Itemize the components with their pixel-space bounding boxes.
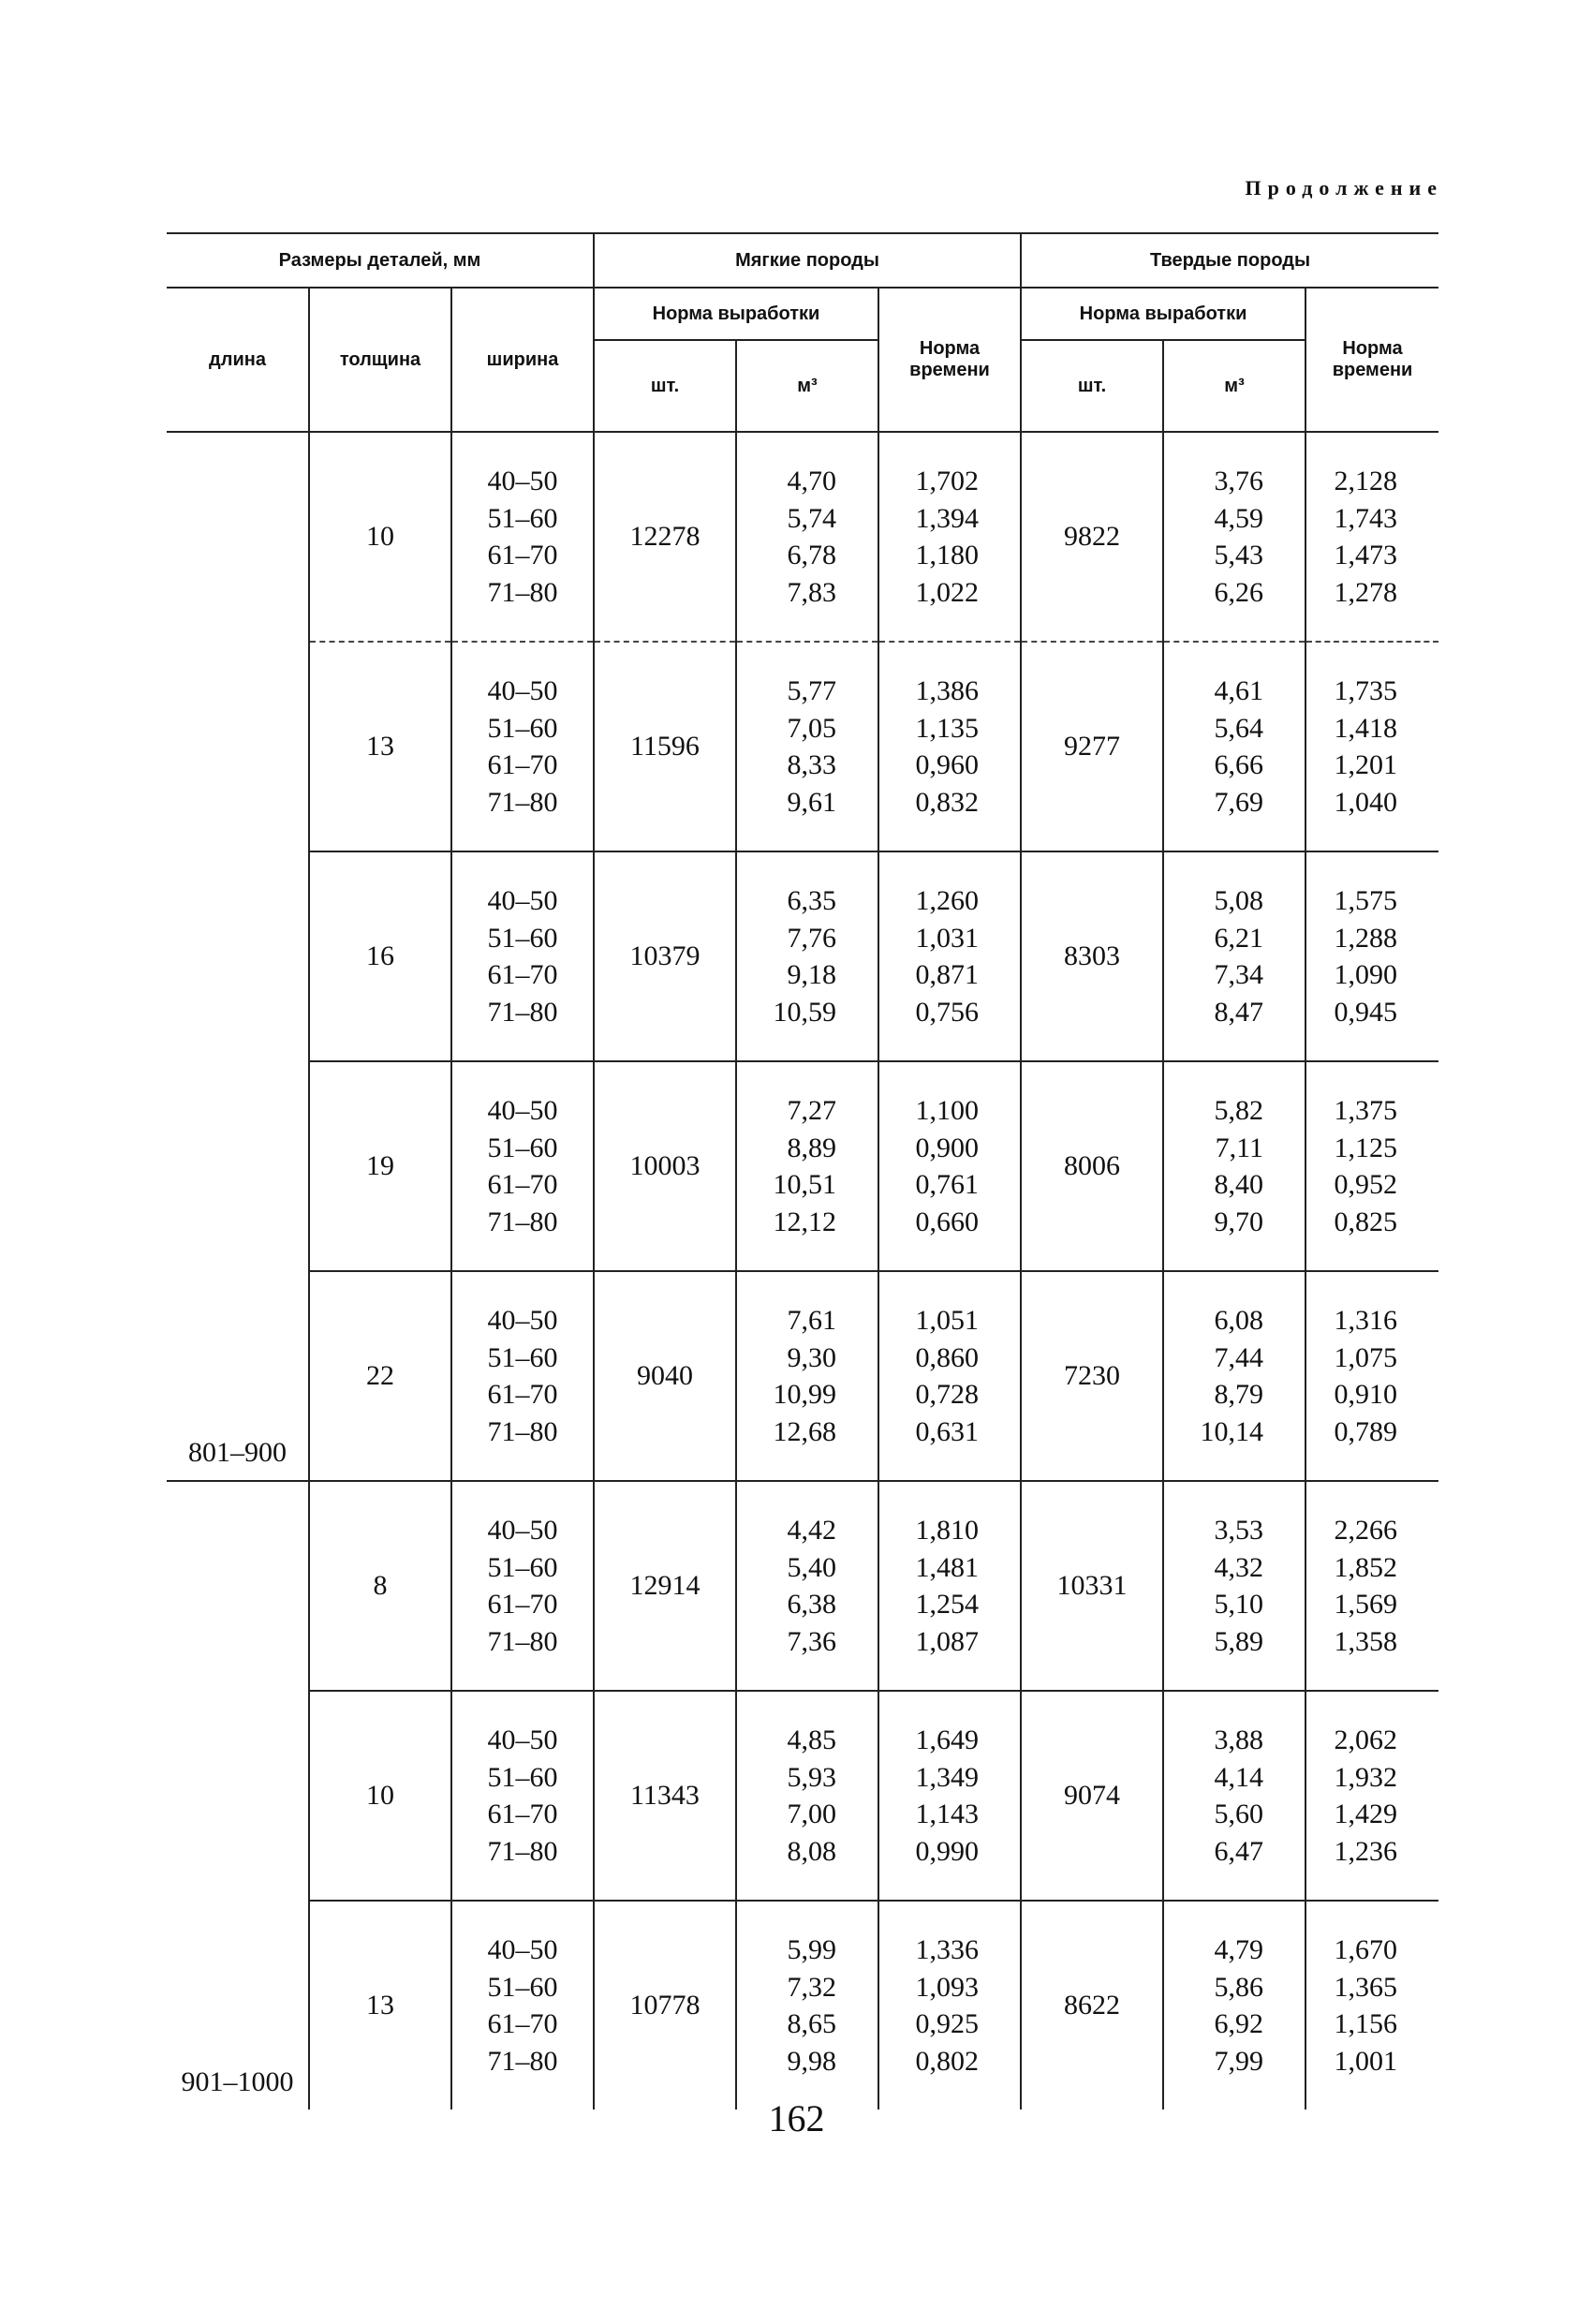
header-width: ширина xyxy=(451,288,594,432)
soft-m3-cell-value: 7,32 xyxy=(787,1971,836,2003)
width-cell-value: 51–60 xyxy=(487,712,558,744)
hard-time-cell-value: 1,075 xyxy=(1334,1341,1398,1373)
hard-m3-cell-value: 4,79 xyxy=(1214,1934,1264,1965)
hard-time-cell-value: 1,735 xyxy=(1334,675,1398,706)
width-cell xyxy=(451,1061,594,1271)
soft-m3-cell xyxy=(736,432,878,642)
hard-pcs-cell: 8622 xyxy=(1021,1901,1163,2109)
hard-m3-cell-value: 5,89 xyxy=(1214,1625,1264,1657)
soft-m3-cell-value: 7,83 xyxy=(787,576,836,608)
hard-m3-cell-value: 5,82 xyxy=(1214,1095,1264,1126)
hard-m3-cell xyxy=(1163,642,1305,851)
hard-m3-cell xyxy=(1163,851,1305,1061)
width-cell xyxy=(451,851,594,1061)
header-hard-m3: м³ xyxy=(1163,340,1305,432)
hard-m3-cell-value: 7,44 xyxy=(1214,1341,1264,1373)
table-body xyxy=(167,432,1438,2109)
hard-m3-cell-value: 5,64 xyxy=(1214,712,1264,744)
soft-time-cell xyxy=(878,1061,1021,1271)
soft-m3-cell xyxy=(736,1691,878,1901)
table-row xyxy=(167,432,1438,642)
soft-m3-cell-value: 8,33 xyxy=(787,749,836,780)
hard-m3-cell-value: 3,88 xyxy=(1214,1724,1264,1755)
table-row xyxy=(167,1691,1438,1901)
soft-m3-cell-value: 7,27 xyxy=(787,1095,836,1126)
soft-time-cell-value: 1,260 xyxy=(915,885,980,916)
width-cell-value: 51–60 xyxy=(487,1341,558,1373)
soft-time-cell-value: 1,702 xyxy=(915,466,980,496)
hard-time-cell-value: 1,125 xyxy=(1334,1132,1398,1163)
soft-time-cell-value: 1,135 xyxy=(915,712,980,744)
soft-time-cell-value: 1,143 xyxy=(915,1799,980,1829)
width-cell xyxy=(451,1691,594,1901)
soft-m3-cell-value: 8,65 xyxy=(787,2008,836,2039)
hard-time-cell-value: 2,266 xyxy=(1334,1515,1398,1546)
width-cell-value: 71–80 xyxy=(487,576,558,608)
hard-pcs-cell: 7230 xyxy=(1021,1271,1163,1481)
hard-time-cell-value: 1,670 xyxy=(1334,1934,1398,1965)
header-sizes: Размеры деталей, мм xyxy=(167,233,594,288)
hard-time-cell-value: 1,743 xyxy=(1334,502,1398,534)
thickness-cell: 16 xyxy=(309,851,451,1061)
soft-time-cell xyxy=(878,851,1021,1061)
soft-time-cell-value: 0,871 xyxy=(915,959,980,990)
soft-time-cell-value: 1,031 xyxy=(915,922,980,954)
length-cell: 801–900 xyxy=(167,432,309,1481)
soft-m3-cell-value: 5,74 xyxy=(787,502,836,534)
soft-m3-cell-value: 7,76 xyxy=(787,922,836,954)
hard-m3-cell xyxy=(1163,432,1305,642)
hard-m3-cell-value: 6,08 xyxy=(1214,1305,1264,1336)
soft-m3-cell-value: 4,42 xyxy=(787,1515,836,1546)
hard-time-cell-value: 1,278 xyxy=(1334,576,1398,608)
soft-m3-cell-value: 5,77 xyxy=(787,675,836,706)
thickness-cell: 13 xyxy=(309,1901,451,2109)
hard-m3-cell-value: 5,60 xyxy=(1214,1799,1264,1829)
hard-m3-cell-value: 7,34 xyxy=(1214,959,1264,990)
hard-time-cell-value: 1,852 xyxy=(1334,1551,1398,1583)
hard-m3-cell-value: 10,14 xyxy=(1200,1415,1264,1447)
hard-time-cell-value: 1,236 xyxy=(1334,1835,1398,1867)
soft-time-cell-value: 0,860 xyxy=(915,1341,980,1373)
soft-m3-cell-value: 10,59 xyxy=(773,996,836,1028)
soft-m3-cell-value: 9,61 xyxy=(787,786,836,818)
soft-m3-cell-value: 6,35 xyxy=(787,885,836,916)
hard-time-cell-value: 1,316 xyxy=(1334,1305,1398,1336)
hard-m3-cell-value: 7,11 xyxy=(1215,1132,1264,1163)
width-cell-value: 40–50 xyxy=(487,1305,558,1336)
hard-time-cell-value: 1,932 xyxy=(1334,1761,1398,1793)
hard-time-cell-value: 1,429 xyxy=(1334,1799,1398,1829)
hard-m3-cell-value: 7,99 xyxy=(1214,2045,1264,2077)
width-cell-value: 51–60 xyxy=(487,1971,558,2003)
soft-time-cell-value: 0,802 xyxy=(915,2045,980,2077)
soft-time-cell-value: 0,761 xyxy=(915,1169,980,1200)
table-row xyxy=(167,642,1438,851)
hard-m3-cell-value: 8,47 xyxy=(1214,996,1264,1028)
soft-pcs-cell: 10379 xyxy=(594,851,736,1061)
soft-time-cell xyxy=(878,1271,1021,1481)
hard-m3-cell-value: 5,43 xyxy=(1214,540,1264,570)
soft-m3-cell-value: 10,99 xyxy=(773,1379,836,1410)
soft-m3-cell-value: 6,78 xyxy=(787,540,836,570)
hard-time-cell-value: 1,365 xyxy=(1334,1971,1398,2003)
hard-time-cell xyxy=(1305,1271,1438,1481)
soft-time-cell-value: 1,093 xyxy=(915,1971,980,2003)
soft-m3-cell xyxy=(736,1061,878,1271)
width-cell-value: 61–70 xyxy=(487,1589,558,1620)
header-hard-time: Норма времени xyxy=(1305,288,1438,432)
soft-time-cell-value: 0,631 xyxy=(915,1415,980,1447)
soft-m3-cell xyxy=(736,1481,878,1691)
hard-time-cell-value: 0,825 xyxy=(1334,1206,1398,1237)
hard-time-cell-value: 0,789 xyxy=(1334,1415,1398,1447)
soft-m3-cell-value: 5,93 xyxy=(787,1761,836,1793)
hard-time-cell-value: 1,090 xyxy=(1334,959,1398,990)
hard-m3-cell-value: 5,08 xyxy=(1214,885,1264,916)
width-cell-value: 40–50 xyxy=(487,1095,558,1126)
soft-time-cell-value: 0,960 xyxy=(915,749,980,780)
width-cell-value: 71–80 xyxy=(487,1415,558,1447)
hard-time-cell-value: 1,156 xyxy=(1334,2008,1398,2039)
hard-pcs-cell: 9074 xyxy=(1021,1691,1163,1901)
hard-time-cell-value: 1,569 xyxy=(1334,1589,1398,1620)
thickness-cell: 22 xyxy=(309,1271,451,1481)
width-cell-value: 40–50 xyxy=(487,466,558,496)
hard-m3-cell xyxy=(1163,1271,1305,1481)
soft-m3-cell-value: 12,12 xyxy=(773,1206,836,1237)
hard-time-cell-value: 0,910 xyxy=(1334,1379,1398,1410)
hard-time-cell-value: 1,575 xyxy=(1334,885,1398,916)
soft-time-cell xyxy=(878,1901,1021,2109)
soft-time-cell-value: 0,990 xyxy=(915,1835,980,1867)
soft-time-cell-value: 0,660 xyxy=(915,1206,980,1237)
hard-m3-cell-value: 3,76 xyxy=(1214,466,1264,496)
soft-m3-cell-value: 9,30 xyxy=(787,1341,836,1373)
thickness-cell: 8 xyxy=(309,1481,451,1691)
hard-m3-cell-value: 5,86 xyxy=(1214,1971,1264,2003)
hard-m3-cell-value: 6,26 xyxy=(1214,576,1264,608)
header-soft: Мягкие породы xyxy=(594,233,1021,288)
soft-time-cell-value: 1,100 xyxy=(915,1095,980,1126)
header-soft-output: Норма выработки xyxy=(594,288,878,340)
width-cell-value: 71–80 xyxy=(487,996,558,1028)
hard-pcs-cell: 9277 xyxy=(1021,642,1163,851)
width-cell-value: 51–60 xyxy=(487,922,558,954)
hard-time-cell-value: 2,062 xyxy=(1334,1724,1398,1755)
soft-pcs-cell: 10778 xyxy=(594,1901,736,2109)
hard-time-cell xyxy=(1305,1481,1438,1691)
hard-pcs-cell: 9822 xyxy=(1021,432,1163,642)
soft-m3-cell-value: 8,08 xyxy=(787,1835,836,1867)
hard-time-cell-value: 1,418 xyxy=(1334,712,1398,744)
hard-time-cell xyxy=(1305,1901,1438,2109)
soft-time-cell-value: 0,900 xyxy=(915,1132,980,1163)
hard-m3-cell xyxy=(1163,1901,1305,2109)
header-soft-time: Норма времени xyxy=(878,288,1021,432)
hard-time-cell xyxy=(1305,1691,1438,1901)
width-cell xyxy=(451,642,594,851)
header-hard-pcs: шт. xyxy=(1021,340,1163,432)
soft-m3-cell xyxy=(736,642,878,851)
soft-time-cell-value: 1,810 xyxy=(915,1515,980,1546)
soft-m3-cell-value: 7,36 xyxy=(787,1625,836,1657)
soft-pcs-cell: 11343 xyxy=(594,1691,736,1901)
hard-m3-cell xyxy=(1163,1061,1305,1271)
soft-time-cell-value: 1,254 xyxy=(915,1589,980,1620)
soft-pcs-cell: 9040 xyxy=(594,1271,736,1481)
thickness-cell: 13 xyxy=(309,642,451,851)
width-cell xyxy=(451,1271,594,1481)
soft-m3-cell-value: 4,70 xyxy=(787,466,836,496)
width-cell xyxy=(451,1901,594,2109)
hard-m3-cell-value: 4,14 xyxy=(1214,1761,1264,1793)
hard-m3-cell-value: 4,61 xyxy=(1214,675,1264,706)
soft-m3-cell-value: 4,85 xyxy=(787,1724,836,1755)
soft-m3-cell-value: 10,51 xyxy=(773,1169,836,1200)
width-cell-value: 61–70 xyxy=(487,540,558,570)
soft-pcs-cell: 10003 xyxy=(594,1061,736,1271)
soft-m3-cell-value: 8,89 xyxy=(787,1132,836,1163)
soft-time-cell xyxy=(878,432,1021,642)
width-cell-value: 40–50 xyxy=(487,675,558,706)
soft-time-cell xyxy=(878,1481,1021,1691)
width-cell-value: 51–60 xyxy=(487,1761,558,1793)
soft-m3-cell-value: 5,40 xyxy=(787,1551,836,1583)
hard-time-cell-value: 1,001 xyxy=(1334,2045,1398,2077)
soft-time-cell-value: 1,180 xyxy=(915,540,980,570)
table-row xyxy=(167,1481,1438,1691)
soft-pcs-cell: 11596 xyxy=(594,642,736,851)
soft-time-cell-value: 1,649 xyxy=(915,1724,980,1755)
hard-pcs-cell: 8006 xyxy=(1021,1061,1163,1271)
hard-time-cell xyxy=(1305,1061,1438,1271)
hard-m3-cell xyxy=(1163,1481,1305,1691)
hard-time-cell-value: 1,358 xyxy=(1334,1625,1398,1657)
soft-m3-cell-value: 9,18 xyxy=(787,959,836,990)
table-row xyxy=(167,851,1438,1061)
soft-time-cell-value: 1,087 xyxy=(915,1625,980,1657)
table-row xyxy=(167,1271,1438,1481)
soft-m3-cell-value: 5,99 xyxy=(787,1934,836,1965)
thickness-cell: 10 xyxy=(309,1691,451,1901)
header-hard-output: Норма выработки xyxy=(1021,288,1305,340)
hard-m3-cell-value: 3,53 xyxy=(1214,1515,1264,1546)
soft-time-cell-value: 1,349 xyxy=(915,1761,980,1793)
hard-time-cell-value: 0,952 xyxy=(1334,1169,1398,1200)
width-cell-value: 51–60 xyxy=(487,502,558,534)
hard-time-cell-value: 0,945 xyxy=(1334,996,1398,1028)
header-thickness: толщина xyxy=(309,288,451,432)
hard-m3-cell-value: 6,92 xyxy=(1214,2008,1264,2039)
soft-m3-cell-value: 7,05 xyxy=(787,712,836,744)
hard-time-cell xyxy=(1305,851,1438,1061)
soft-m3-cell-value: 12,68 xyxy=(773,1415,836,1447)
width-cell-value: 51–60 xyxy=(487,1132,558,1163)
hard-time-cell-value: 2,128 xyxy=(1334,466,1398,496)
soft-time-cell-value: 1,022 xyxy=(915,576,980,608)
header-soft-m3: м³ xyxy=(736,340,878,432)
width-cell-value: 61–70 xyxy=(487,1169,558,1200)
hard-m3-cell-value: 4,59 xyxy=(1214,502,1264,534)
soft-m3-cell xyxy=(736,1901,878,2109)
hard-time-cell xyxy=(1305,642,1438,851)
hard-m3-cell xyxy=(1163,1691,1305,1901)
width-cell-value: 71–80 xyxy=(487,786,558,818)
soft-m3-cell-value: 9,98 xyxy=(787,2045,836,2077)
norms-table xyxy=(167,232,1438,2109)
header-length: длина xyxy=(167,288,309,432)
hard-time-cell-value: 1,040 xyxy=(1334,786,1398,818)
table-row xyxy=(167,1901,1438,2109)
hard-m3-cell-value: 5,10 xyxy=(1214,1589,1264,1620)
hard-time-cell-value: 1,201 xyxy=(1334,749,1398,780)
header-hard: Твердые породы xyxy=(1021,233,1438,288)
width-cell-value: 40–50 xyxy=(487,1934,558,1965)
width-cell-value: 40–50 xyxy=(487,885,558,916)
width-cell-value: 51–60 xyxy=(487,1551,558,1583)
soft-m3-cell-value: 7,61 xyxy=(787,1305,836,1336)
width-cell-value: 61–70 xyxy=(487,1379,558,1410)
width-cell-value: 61–70 xyxy=(487,2008,558,2039)
width-cell-value: 71–80 xyxy=(487,1835,558,1867)
width-cell-value: 71–80 xyxy=(487,2045,558,2077)
thickness-cell: 19 xyxy=(309,1061,451,1271)
thickness-cell: 10 xyxy=(309,432,451,642)
soft-time-cell-value: 1,386 xyxy=(915,675,980,706)
soft-m3-cell xyxy=(736,1271,878,1481)
soft-time-cell-value: 1,336 xyxy=(915,1934,980,1965)
soft-time-cell-value: 0,832 xyxy=(915,786,980,818)
table-row xyxy=(167,1061,1438,1271)
hard-pcs-cell: 8303 xyxy=(1021,851,1163,1061)
width-cell-value: 61–70 xyxy=(487,959,558,990)
width-cell-value: 71–80 xyxy=(487,1625,558,1657)
soft-m3-cell-value: 7,00 xyxy=(787,1799,836,1829)
hard-time-cell-value: 1,375 xyxy=(1334,1095,1398,1126)
hard-time-cell-value: 1,473 xyxy=(1334,540,1398,570)
width-cell-value: 40–50 xyxy=(487,1515,558,1546)
soft-m3-cell-value: 6,38 xyxy=(787,1589,836,1620)
soft-pcs-cell: 12914 xyxy=(594,1481,736,1691)
hard-time-cell-value: 1,288 xyxy=(1334,922,1398,954)
width-cell xyxy=(451,432,594,642)
soft-time-cell-value: 1,481 xyxy=(915,1551,980,1583)
width-cell-value: 61–70 xyxy=(487,749,558,780)
hard-m3-cell-value: 8,40 xyxy=(1214,1169,1264,1200)
hard-m3-cell-value: 8,79 xyxy=(1214,1379,1264,1410)
hard-m3-cell-value: 6,47 xyxy=(1214,1835,1264,1867)
hard-pcs-cell: 10331 xyxy=(1021,1481,1163,1691)
continuation-label: Продолжение xyxy=(1245,176,1443,200)
width-cell-value: 61–70 xyxy=(487,1799,558,1829)
hard-m3-cell-value: 9,70 xyxy=(1214,1206,1264,1237)
width-cell-value: 40–50 xyxy=(487,1724,558,1755)
width-cell-value: 71–80 xyxy=(487,1206,558,1237)
hard-m3-cell-value: 4,32 xyxy=(1214,1551,1264,1583)
soft-m3-cell xyxy=(736,851,878,1061)
hard-m3-cell-value: 6,21 xyxy=(1214,922,1264,954)
header-soft-pcs: шт. xyxy=(594,340,736,432)
soft-time-cell-value: 0,728 xyxy=(915,1379,980,1410)
soft-time-cell-value: 1,051 xyxy=(915,1305,980,1336)
soft-time-cell-value: 0,925 xyxy=(915,2008,980,2039)
soft-time-cell xyxy=(878,642,1021,851)
hard-time-cell xyxy=(1305,432,1438,642)
hard-m3-cell-value: 7,69 xyxy=(1214,786,1264,818)
hard-m3-cell-value: 6,66 xyxy=(1214,749,1264,780)
page-number: 162 xyxy=(768,2097,825,2139)
soft-time-cell xyxy=(878,1691,1021,1901)
soft-time-cell-value: 1,394 xyxy=(915,502,980,534)
soft-time-cell-value: 0,756 xyxy=(915,996,980,1028)
soft-pcs-cell: 12278 xyxy=(594,432,736,642)
width-cell xyxy=(451,1481,594,1691)
length-cell: 901–1000 xyxy=(167,1481,309,2109)
